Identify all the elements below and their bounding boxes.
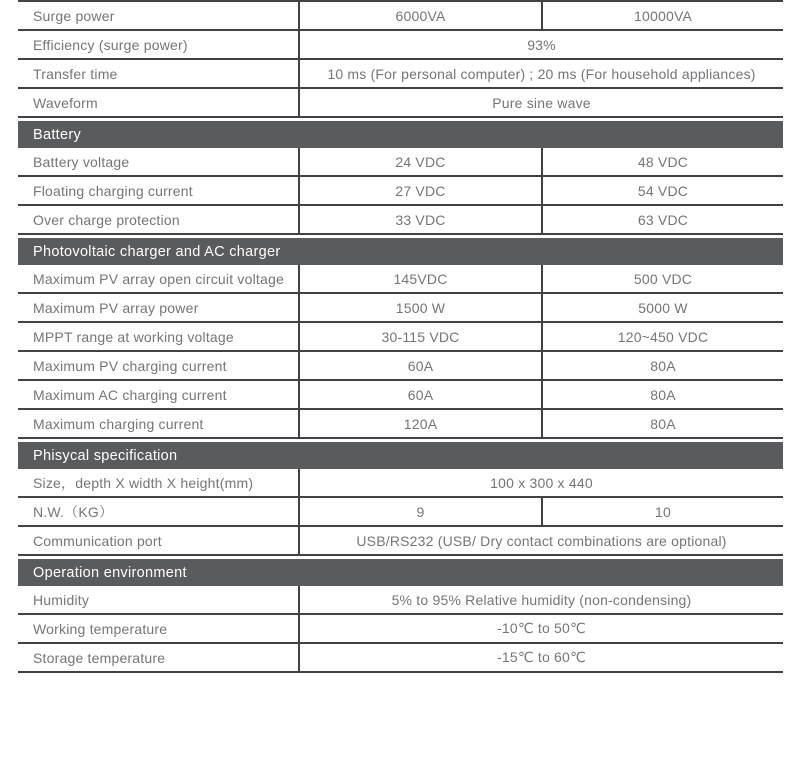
- row-value-model1: 60A: [300, 352, 543, 379]
- row-label: N.W.（KG）: [18, 498, 300, 525]
- table-row-communication-port: [18, 527, 783, 556]
- row-value-model2: 500 VDC: [633, 270, 693, 287]
- section-title: Operation environment: [33, 564, 187, 581]
- row-label: Efficiency (surge power): [18, 31, 300, 58]
- table-row-max-pv-open-circuit-voltage: [18, 265, 783, 294]
- table-row-efficiency: [18, 31, 783, 60]
- row-value-model1: 24 VDC: [300, 148, 543, 175]
- section-title: Battery: [33, 126, 82, 143]
- row-value-model1: 6000VA: [300, 2, 543, 29]
- table-row-waveform: [18, 89, 783, 118]
- row-value-model1: 30-115 VDC: [300, 323, 543, 350]
- row-label: Maximum PV charging current: [18, 352, 300, 379]
- row-value-model2: 5000 W: [638, 299, 688, 316]
- row-label: Maximum PV array power: [18, 294, 300, 321]
- row-value-model2: 80A: [650, 386, 676, 403]
- row-label: Maximum charging current: [18, 410, 300, 437]
- row-value-shared: 10 ms (For personal computer) ; 20 ms (For household appliances): [327, 65, 756, 82]
- row-value-model2: 48 VDC: [637, 153, 689, 170]
- table-row-size: [18, 469, 783, 498]
- row-label: Working temperature: [18, 615, 300, 642]
- table-row-surge-power: [18, 2, 783, 31]
- row-label: Maximum AC charging current: [18, 381, 300, 408]
- row-value-model2: 80A: [650, 415, 676, 432]
- row-label: Over charge protection: [18, 206, 300, 233]
- row-label: Battery voltage: [18, 148, 300, 175]
- row-value-shared: 100 x 300 x 440: [490, 474, 593, 491]
- section-header-battery: [18, 121, 783, 148]
- table-row-max-charging-current: [18, 410, 783, 439]
- row-value-model1: 27 VDC: [300, 177, 543, 204]
- section-title: Phisycal specification: [33, 447, 178, 464]
- row-value-model1: 33 VDC: [300, 206, 543, 233]
- section-header-physical-specification: [18, 442, 783, 469]
- row-value-shared: -15℃ to 60℃: [497, 649, 586, 665]
- row-value-shared: Pure sine wave: [492, 94, 591, 111]
- table-row-transfer-time: [18, 60, 783, 89]
- row-value-model2: 120~450 VDC: [617, 328, 709, 345]
- table-row-over-charge-protection: [18, 206, 783, 235]
- row-value-model1: 60A: [300, 381, 543, 408]
- row-value-shared: 5% to 95% Relative humidity (non-condensing): [391, 591, 692, 608]
- table-row-battery-voltage: [18, 148, 783, 177]
- row-label: Floating charging current: [18, 177, 300, 204]
- row-label: Size，depth X width X height(mm): [18, 469, 300, 496]
- row-value-model2: 10: [655, 503, 671, 520]
- table-row-humidity: [18, 586, 783, 615]
- row-label: Transfer time: [18, 60, 300, 87]
- row-value-model2: 63 VDC: [637, 211, 689, 228]
- specification-table: [18, 0, 783, 673]
- table-row-max-pv-charging-current: [18, 352, 783, 381]
- row-label: Humidity: [18, 586, 300, 613]
- section-title: Photovoltaic charger and AC charger: [33, 243, 281, 260]
- row-value-model2: 10000VA: [634, 7, 692, 24]
- table-row-net-weight: [18, 498, 783, 527]
- row-value-model2: 54 VDC: [637, 182, 689, 199]
- row-value-shared: -10℃ to 50℃: [497, 620, 586, 636]
- row-value-shared: USB/RS232 (USB/ Dry contact combinations are optional): [356, 532, 727, 549]
- table-row-floating-charging-current: [18, 177, 783, 206]
- row-label: Waveform: [18, 89, 300, 116]
- section-header-operation-environment: [18, 559, 783, 586]
- table-row-max-pv-array-power: [18, 294, 783, 323]
- row-label: Storage temperature: [18, 644, 300, 671]
- table-row-storage-temperature: [18, 644, 783, 673]
- row-value-model1: 145VDC: [300, 265, 543, 292]
- row-label: Maximum PV array open circuit voltage: [18, 265, 300, 292]
- row-value-model2: 80A: [650, 357, 676, 374]
- section-header-pv-ac-charger: [18, 238, 783, 265]
- table-row-mppt-range: [18, 323, 783, 352]
- row-label: Communication port: [18, 527, 300, 554]
- row-label: Surge power: [18, 2, 300, 29]
- row-value-model1: 120A: [300, 410, 543, 437]
- row-label: MPPT range at working voltage: [18, 323, 300, 350]
- table-row-working-temperature: [18, 615, 783, 644]
- table-row-max-ac-charging-current: [18, 381, 783, 410]
- row-value-model1: 1500 W: [300, 294, 543, 321]
- row-value-shared: 93%: [527, 36, 556, 53]
- row-value-model1: 9: [300, 498, 543, 525]
